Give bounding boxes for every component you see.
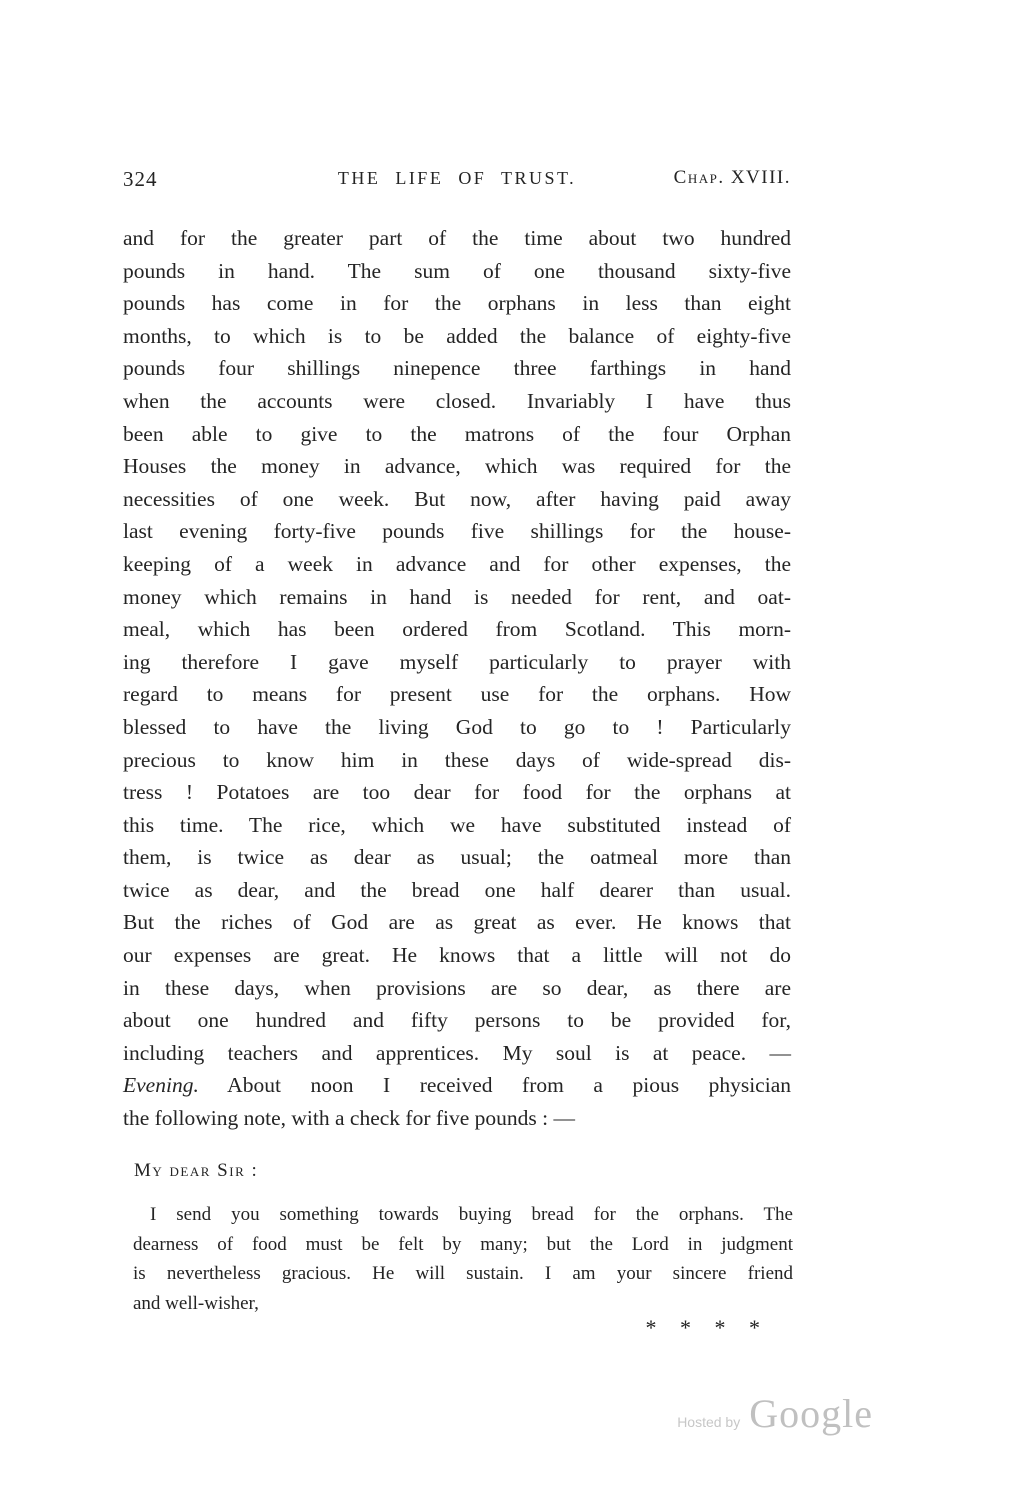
text-segment: Houses the money in advance, which was required for the [123, 454, 791, 479]
google-watermark [677, 1390, 873, 1437]
text-line [123, 255, 791, 288]
text-line [123, 1037, 791, 1070]
text-segment: I send you something towards buying bread for the orphans. The [150, 1204, 793, 1225]
letter-body [133, 1200, 793, 1318]
text-line [133, 1259, 793, 1289]
text-line [133, 1230, 793, 1260]
text-segment: in these days, when provisions are so dear, as there are [123, 975, 791, 1000]
text-segment: and well-wisher, [133, 1292, 259, 1314]
text-line [123, 1004, 791, 1037]
main-paragraph [123, 222, 791, 1135]
text-line [123, 744, 791, 777]
text-segment: been able to give to the matrons of the four Orphan [123, 421, 791, 446]
text-line [123, 483, 791, 516]
text-segment: them, is twice as dear as usual; the oatmeal more than [123, 845, 791, 870]
text-line [123, 450, 791, 483]
text-line [123, 776, 791, 809]
text-segment: and for the greater part of the time about two hundred [123, 226, 791, 250]
text-line [123, 678, 791, 711]
text-segment: about one hundred and fifty persons to be provided for, [123, 1008, 791, 1033]
text-line [123, 939, 791, 972]
text-line [123, 972, 791, 1005]
text-segment: pounds in hand. The sum of one thousand sixty-five [123, 258, 791, 283]
text-segment: But the riches of God are as great as ever. He knows that [123, 910, 791, 935]
text-line [123, 287, 791, 320]
text-line [123, 711, 791, 744]
text-line [123, 548, 791, 581]
text-segment: money which remains in hand is needed for rent, and oat- [123, 584, 791, 609]
text-segment: dearness of food must be felt by many; but the Lord in judgment [133, 1233, 793, 1255]
text-line [123, 385, 791, 418]
signature-asterisks: * * * * [645, 1315, 769, 1340]
google-logo: Google [749, 1391, 873, 1436]
text-line [123, 906, 791, 939]
text-line [133, 1200, 793, 1230]
text-segment: twice as dear, and the bread one half dearer than usual. [123, 877, 791, 902]
text-segment: months, to which is to be added the balance of eighty-five [123, 323, 791, 348]
text-line [123, 515, 791, 548]
text-segment: keeping of a week in advance and for other expenses, the [123, 551, 791, 576]
text-line [123, 646, 791, 679]
text-line [123, 418, 791, 451]
text-segment: blessed to have the living God to go to ! Particularly [123, 714, 791, 739]
text-line [123, 222, 791, 255]
text-segment: necessities of one week. But now, after having paid away [123, 486, 791, 511]
letter-signature [123, 1315, 791, 1341]
text-segment: pounds four shillings ninepence three farthings in hand [123, 356, 791, 381]
text-line [123, 581, 791, 614]
text-segment: regard to means for present use for the orphans. How [123, 682, 791, 707]
page-header [123, 166, 791, 194]
text-segment: when the accounts were closed. Invariably I have thus [123, 388, 791, 413]
text-segment: the following note, with a check for five pounds : — [123, 1106, 575, 1131]
text-line [123, 352, 791, 385]
text-segment: precious to know him in these days of wide-spread dis- [123, 747, 791, 772]
page-number: 324 [123, 167, 158, 191]
hosted-by-label: Hosted by [677, 1414, 741, 1430]
letter-salutation: My dear Sir : [134, 1160, 259, 1181]
text-line [123, 841, 791, 874]
text-line [133, 1289, 793, 1319]
text-segment: last evening forty-five pounds five shillings for the house- [123, 519, 791, 544]
text-line [123, 1102, 791, 1135]
text-line [123, 320, 791, 353]
chapter-label: Chap. XVIII. [673, 167, 791, 188]
running-title: THE LIFE OF TRUST. [337, 168, 577, 188]
text-segment: meal, which has been ordered from Scotland. This morn- [123, 617, 791, 642]
text-line [123, 1069, 791, 1102]
text-segment: our expenses are great. He knows that a little will not do [123, 943, 791, 968]
text-segment: including teachers and apprentices. My soul is at peace. — [123, 1040, 791, 1065]
text-segment: is nevertheless gracious. He will sustain. I am your sincere friend [133, 1263, 793, 1284]
text-segment: tress ! Potatoes are too dear for food for the orphans at [123, 780, 791, 805]
italic-text-segment: Evening. [123, 1073, 199, 1098]
text-segment: About noon I received from a pious physician [198, 1073, 791, 1098]
text-segment: ing therefore I gave myself particularly to prayer with [123, 649, 791, 674]
text-line [123, 809, 791, 842]
text-segment: pounds has come in for the orphans in less than eight [123, 291, 791, 316]
text-segment: this time. The rice, which we have substituted instead of [123, 812, 791, 837]
text-line [123, 613, 791, 646]
text-line [123, 874, 791, 907]
